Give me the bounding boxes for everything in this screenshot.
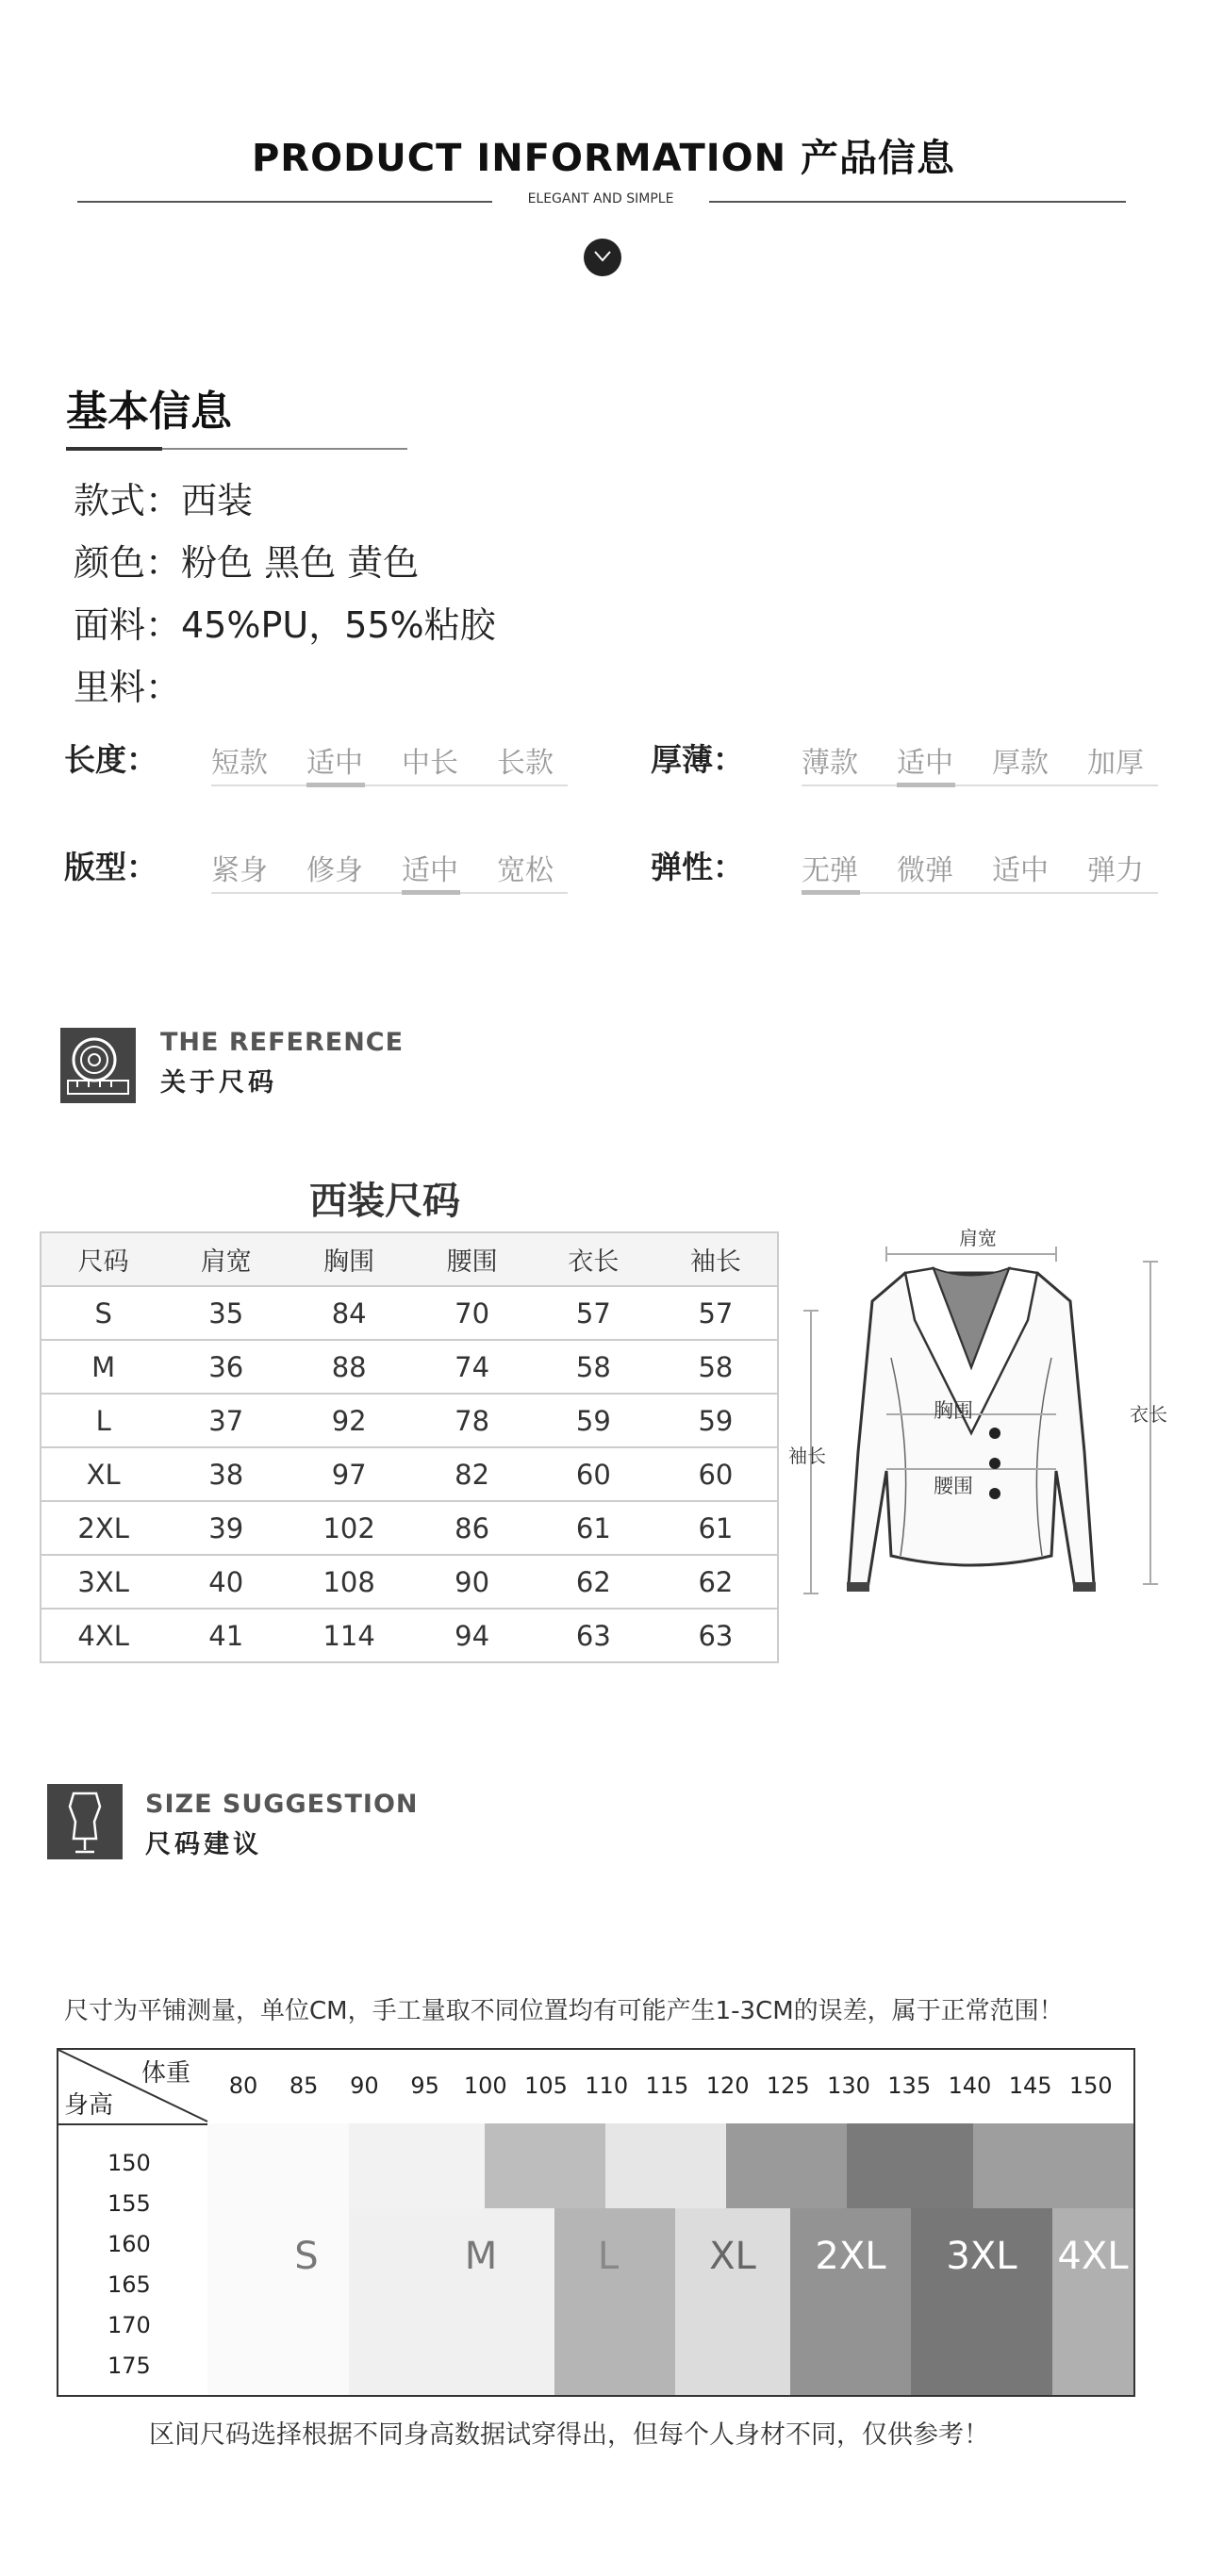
table-cell: 82 [411,1447,533,1501]
table-cell: 41 [165,1609,287,1662]
table-cell: 86 [411,1501,533,1555]
divider-left [77,201,492,203]
label-sleeve: 袖长 [788,1445,826,1467]
suggestion-title-en: SIZE SUGGESTION [145,1790,419,1819]
size-table-header: 腰围 [411,1232,533,1286]
attr-option: 适中 [992,854,1049,887]
zone-block [349,2123,485,2208]
table-cell: 88 [287,1340,411,1394]
table-cell: 84 [287,1286,411,1340]
table-cell: 57 [533,1286,654,1340]
attr-selected-marker [306,783,365,787]
attr-option: 紧身 [211,854,268,887]
height-value: 155 [107,2190,151,2217]
zone-block [973,2123,1133,2208]
table-cell: XL [41,1447,165,1501]
table-cell: 63 [654,1609,778,1662]
label-waist: 腰围 [934,1475,973,1497]
table-row [41,1394,778,1447]
zone-label-l: L [597,2235,620,2278]
table-cell: 58 [533,1340,654,1394]
info-style: 款式：西装 [74,480,254,521]
zone-label-2xl: 2XL [815,2235,886,2278]
attr-option: 适中 [897,747,953,780]
table-cell: 59 [654,1394,778,1447]
table-cell: 38 [165,1447,287,1501]
table-cell: 74 [411,1340,533,1394]
table-cell: 60 [533,1447,654,1501]
attr-option: 长款 [497,747,554,780]
table-row [41,1501,778,1555]
table-cell: 62 [533,1555,654,1609]
size-table-title: 西装尺码 [309,1180,460,1223]
table-cell: 108 [287,1555,411,1609]
weight-value: 110 [585,2072,629,2099]
weight-value: 85 [289,2072,319,2099]
zone-label-xl: XL [709,2235,756,2278]
attr-selected-marker [402,890,460,895]
table-cell: 4XL [41,1609,165,1662]
attr-label: 长度： [64,741,157,778]
size-table-header: 胸围 [287,1232,411,1286]
basic-info-title: 基本信息 [66,388,232,436]
table-cell: 78 [411,1394,533,1447]
table-row [41,1286,778,1340]
table-cell: 35 [165,1286,287,1340]
attr-option: 修身 [306,854,363,887]
attr-selected-marker [802,890,860,895]
reference-title-en: THE REFERENCE [160,1028,405,1057]
page-subtitle: ELEGANT AND SIMPLE [527,191,674,206]
suggestion-title-cn: 尺码建议 [145,1830,262,1859]
weight-value: 125 [766,2072,810,2099]
attr-selected-marker [897,783,955,787]
chevron-down-icon [584,239,621,276]
zone-block [485,2123,605,2208]
weight-value: 140 [948,2072,992,2099]
zone-label-3xl: 3XL [946,2235,1017,2278]
weight-value: 115 [645,2072,689,2099]
table-cell: 58 [654,1340,778,1394]
info-fabric: 面料：45%PU，55%粘胶 [74,604,496,646]
height-value: 170 [107,2312,151,2338]
table-cell: 36 [165,1340,287,1394]
size-table-header: 袖长 [654,1232,778,1286]
zone-label-4xl: 4XL [1057,2235,1129,2278]
attr-option: 宽松 [497,854,554,887]
table-cell: 37 [165,1394,287,1447]
table-cell: 94 [411,1609,533,1662]
zone-block [847,2123,973,2208]
attr-option: 弹力 [1087,854,1144,887]
height-value: 160 [107,2231,151,2257]
table-row [41,1447,778,1501]
table-cell: M [41,1340,165,1394]
table-cell: 59 [533,1394,654,1447]
label-shoulder: 肩宽 [959,1227,997,1249]
table-cell: 2XL [41,1501,165,1555]
weight-value: 150 [1068,2072,1113,2099]
measurement-note: 尺寸为平铺测量，单位CM，手工量取不同位置均有可能产生1-3CM的误差，属于正常范围！ [64,1997,1064,2025]
weight-value: 135 [887,2072,932,2099]
zone-block [726,2123,847,2208]
corner-weight: 体重 [141,2059,191,2088]
weight-value: 95 [410,2072,439,2099]
attr-underline [211,784,568,786]
weight-value: 80 [228,2072,258,2099]
tape-measure-icon [60,1028,136,1103]
weight-value: 130 [827,2072,870,2099]
size-table-header: 肩宽 [165,1232,287,1286]
attr-option: 无弹 [802,854,858,887]
table-cell: 114 [287,1609,411,1662]
weight-value: 105 [524,2072,568,2099]
attr-label: 厚薄： [651,741,744,778]
size-table [40,1231,779,1663]
attr-underline [211,892,568,894]
weight-value: 100 [463,2072,507,2099]
table-cell: 61 [654,1501,778,1555]
attr-option: 中长 [402,747,458,780]
table-cell: L [41,1394,165,1447]
table-cell: 3XL [41,1555,165,1609]
table-cell: 70 [411,1286,533,1340]
size-table-header: 衣长 [533,1232,654,1286]
table-cell: 62 [654,1555,778,1609]
weight-value: 120 [705,2072,750,2099]
mannequin-icon [47,1784,123,1859]
attr-option: 薄款 [802,747,858,780]
table-row [41,1555,778,1609]
attr-option: 厚款 [992,747,1049,780]
table-cell: 61 [533,1501,654,1555]
table-cell: 90 [411,1555,533,1609]
corner-height: 身高 [64,2091,114,2120]
basic-info-underline-accent [66,447,162,451]
table-cell: 39 [165,1501,287,1555]
attr-option: 加厚 [1087,747,1144,780]
table-row [41,1609,778,1662]
info-color: 颜色：粉色 黑色 黄色 [74,542,420,584]
attr-underline [802,784,1158,786]
table-cell: 92 [287,1394,411,1447]
weight-value: 145 [1008,2072,1052,2099]
table-cell: 57 [654,1286,778,1340]
label-chest: 胸围 [934,1399,973,1422]
height-value: 150 [107,2150,151,2176]
attr-label: 版型： [64,849,157,885]
zone-label-s: S [294,2235,319,2278]
weight-value: 90 [350,2072,379,2099]
height-value: 175 [107,2353,151,2379]
table-cell: S [41,1286,165,1340]
label-length: 衣长 [1130,1403,1167,1426]
divider-right [709,201,1126,203]
attr-option: 适中 [402,854,458,887]
info-lining: 里料： [74,667,182,708]
table-row [41,1340,778,1394]
jacket-diagram [792,1216,1188,1631]
height-value: 165 [107,2271,151,2298]
table-cell: 60 [654,1447,778,1501]
attr-option: 微弹 [897,854,953,887]
zone-block [605,2123,726,2208]
size-table-header: 尺码 [41,1232,165,1286]
table-cell: 63 [533,1609,654,1662]
disclaimer-note: 区间尺码选择根据不同身高数据试穿得出，但每个人身材不同，仅供参考！ [149,2420,989,2450]
reference-title-cn: 关于尺码 [160,1068,277,1098]
page-title: PRODUCT INFORMATION 产品信息 [251,137,956,180]
attr-option: 短款 [211,747,268,780]
attr-option: 适中 [306,747,363,780]
attr-label: 弹性： [651,849,744,885]
zone-label-m: M [464,2235,498,2278]
table-cell: 97 [287,1447,411,1501]
table-cell: 40 [165,1555,287,1609]
table-cell: 102 [287,1501,411,1555]
